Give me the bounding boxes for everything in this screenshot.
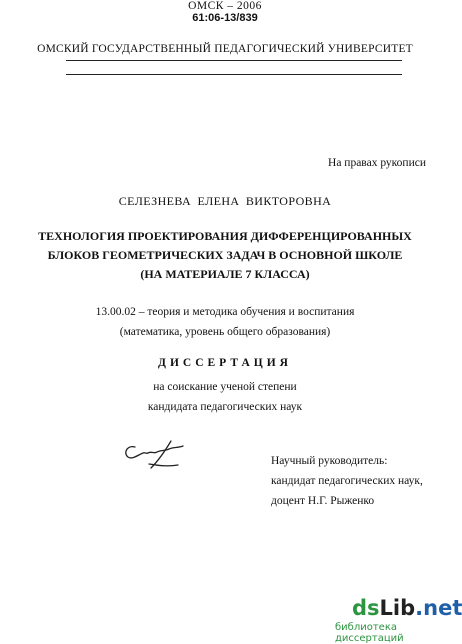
rights-note: На правах рукописи: [328, 157, 426, 169]
supervisor-name: доцент Н.Г. Рыженко: [271, 495, 375, 507]
document-type: ДИССЕРТАЦИЯ: [158, 357, 292, 369]
logo-suffix: .net: [415, 596, 462, 620]
thesis-title-line: ТЕХНОЛОГИЯ ПРОЕКТИРОВАНИЯ ДИФФЕРЕНЦИРОВАННЫХ: [38, 229, 412, 243]
thesis-title-line: (НА МАТЕРИАЛЕ 7 КЛАССА): [140, 267, 310, 281]
specialty-area: (математика, уровень общего образования): [119, 326, 331, 338]
header-divider-top: [66, 60, 402, 61]
degree-line: на соискание ученой степени: [153, 381, 297, 393]
header-divider-bottom: [66, 74, 402, 75]
supervisor-label: Научный руководитель:: [271, 455, 388, 467]
supervisor: [271, 451, 423, 511]
degree-line: кандидата педагогических наук: [147, 401, 303, 413]
supervisor-degree: кандидат педагогических наук,: [271, 475, 423, 487]
dslib-watermark-subtitle: библиотека диссертаций: [335, 622, 404, 644]
thesis-title: [0, 227, 450, 284]
logo-prefix: ds: [352, 596, 380, 620]
university-name: ОМСКИЙ ГОСУДАРСТВЕННЫЙ ПЕДАГОГИЧЕСКИЙ УНИВЕРСИТЕТ: [37, 43, 413, 55]
handwritten-signature: [121, 438, 187, 472]
specialty-code: 13.00.02 – теория и методика обучения и воспитания: [95, 306, 355, 318]
logo-middle: Lib: [379, 596, 416, 620]
author-name: СЕЛЕЗНЕВА ЕЛЕНА ВИКТОРОВНА: [118, 194, 332, 208]
thesis-title-line: БЛОКОВ ГЕОМЕТРИЧЕСКИХ ЗАДАЧ В ОСНОВНОЙ ШКОЛЕ: [47, 248, 403, 262]
dslib-watermark-logo: [352, 596, 462, 620]
degree: [0, 377, 450, 417]
specialty: [0, 302, 450, 342]
city-year: ОМСК – 2006: [188, 0, 262, 12]
catalog-number: 61:06-13/839: [192, 12, 258, 24]
